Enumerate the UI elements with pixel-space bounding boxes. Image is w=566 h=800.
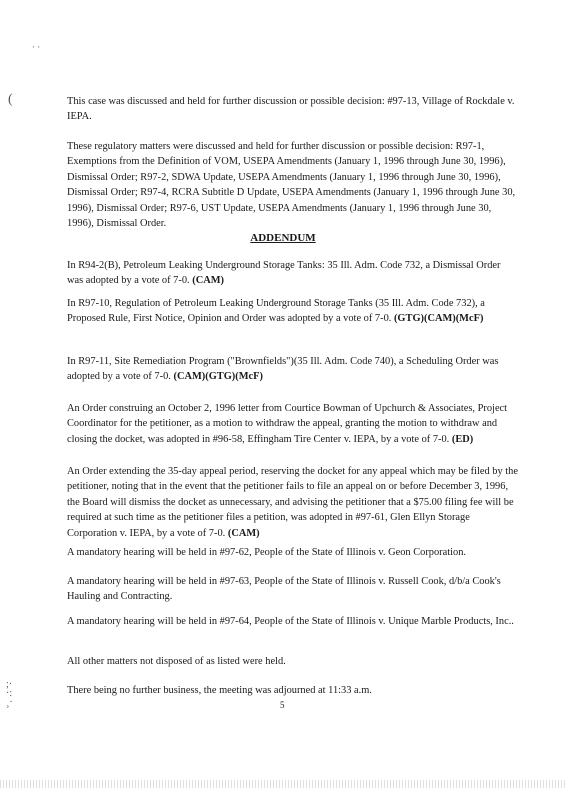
addendum-item: In R94-2(B), Petroleum Leaking Underground Storage Tanks: 35 Ill. Adm. Code 732, a Dismissal Order was adopted by a vote of 7-0. (CAM) bbox=[67, 260, 501, 287]
page-number: 5 bbox=[280, 700, 285, 710]
paragraph-regulatory-matters: These regulatory matters were discussed and held for further discussion or possible decision: R97-1, Exemptions from the Definition of VOM, USEPA Amendments (January 1, 1996 through June 30, 1996), Dismissal Order; R97-2, SDWA Update, USEPA Amendments (January 1, 1996 through June 30, 1996), Dismissal Order; R97-4, RCRA Subtitle D Update, USEPA Amendments (January 1, 1996 through June 30, 1996), Dismissal Order; R97-6, UST Update, USEPA Amendments (January 1, 1996 through June 30, 1996), Dismissal Order. bbox=[67, 141, 516, 230]
vote-initials: (ED) bbox=[451, 433, 474, 445]
addendum-item: There being no further business, the meeting was adjourned at 11:33 a.m. bbox=[67, 685, 372, 696]
vote-initials: (CAM) bbox=[192, 275, 224, 287]
paragraph-case-held: This case was discussed and held for further discussion or possible decision: #97-13, Village of Rockdale v. IEPA. bbox=[67, 96, 515, 123]
vote-initials: (CAM) bbox=[227, 527, 260, 539]
addendum-item: In R97-11, Site Remediation Program ("Brownfields")(35 Ill. Adm. Code 740), a Scheduling Order was adopted by a vote of 7-0. (CAM)(GTG)(McF) bbox=[67, 356, 499, 383]
addendum-item: An Order construing an October 2, 1996 letter from Courtice Bowman of Upchurch & Associates, Project Coordinator for the petitioner, as a motion to withdraw the appeal, granting the motion to withdraw and closing the docket, was adopted in #96-58, Effingham Tire Center v. IEPA, by a vote of 7-0. (ED) bbox=[67, 403, 508, 445]
addendum-item: A mandatory hearing will be held in #97-64, People of the State of Illinois v. Unique Marble Products, Inc.. bbox=[67, 616, 514, 627]
scan-noise-strip bbox=[0, 780, 566, 788]
vote-initials: (CAM)(GTG)(McF) bbox=[173, 371, 263, 383]
addendum-heading: ADDENDUM bbox=[250, 232, 316, 244]
addendum-item: In R97-10, Regulation of Petroleum Leaking Underground Storage Tanks (35 Ill. Adm. Code 732), a Proposed Rule, First Notice, Opinion and Order was adopted by a vote of 7-0. (GTG)(CAM)(McF) bbox=[67, 298, 485, 325]
addendum-item: An Order extending the 35-day appeal period, reserving the docket for any appeal which may be filed by the petitioner, noting that in the event that the petitioner fails to file an appeal on or before December 3, 1996, the Board will dismiss the docket as unnecessary, and advising the petitioner that a $75.00 filing fee will be required at such time as the petitioner files a petition, was adopted in #97-61, Glen Ellyn Storage Corporation v. IEPA, by a vote of 7-0. (CAM) bbox=[67, 466, 518, 539]
addendum-item: All other matters not disposed of as listed were held. bbox=[67, 656, 286, 667]
addendum-item: A mandatory hearing will be held in #97-62, People of the State of Illinois v. Geon Corporation. bbox=[67, 547, 466, 558]
addendum-item: A mandatory hearing will be held in #97-63, People of the State of Illinois v. Russell Cook, d/b/a Cook's Hauling and Contracting. bbox=[67, 576, 501, 603]
scan-mark-top: · · bbox=[32, 42, 41, 52]
vote-initials: (GTG)(CAM)(McF) bbox=[393, 313, 484, 325]
scan-mark-margin: ;· ·: ¸· bbox=[6, 679, 13, 708]
scan-mark-left: ( bbox=[8, 92, 13, 107]
